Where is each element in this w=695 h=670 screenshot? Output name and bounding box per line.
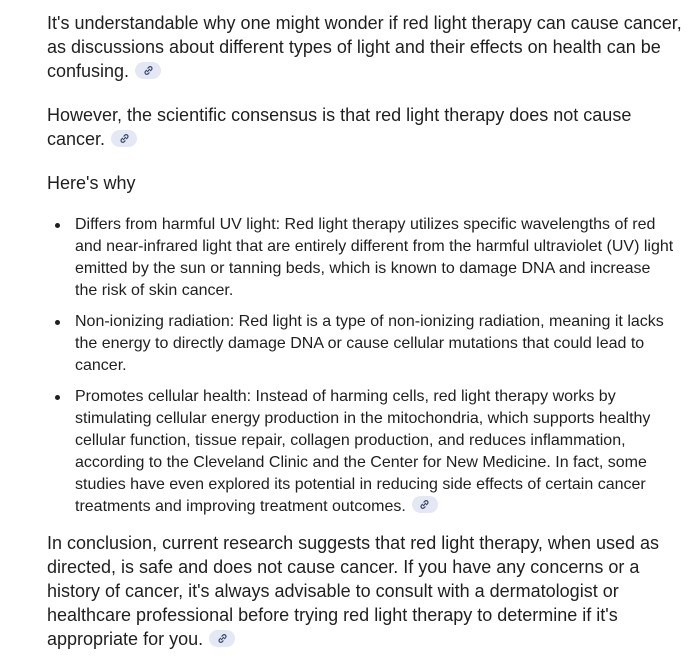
list-item [75,214,687,302]
intro-text: It's understandable why one might wonder if red light therapy can cause cancer, as discussions about different types of light and their effects on health can be confusing. [47,13,682,81]
source-link-button[interactable] [135,62,161,79]
consensus-paragraph [47,103,687,151]
reasons-heading: Here's why [47,173,136,193]
list-item-text: Non-ionizing radiation: Red light is a type of non-ionizing radiation, meaning it lacks the energy to directly damage DNA or cause cellular mutations that could lead to cancer. [75,313,664,374]
reasons-list [47,214,687,518]
source-link-button[interactable] [412,496,438,513]
consensus-text: However, the scientific consensus is that red light therapy does not cause cancer. [47,105,632,149]
list-item [75,386,687,518]
link-icon [217,633,228,644]
conclusion-paragraph [47,531,687,651]
link-icon [119,133,130,144]
list-item [75,311,687,377]
link-icon [143,65,154,76]
intro-paragraph [47,11,687,83]
list-item-text: Promotes cellular health: Instead of harming cells, red light therapy works by stimulating cellular energy production in the mitochondria, which supports healthy cellular function, tissue repair, collagen production, and reduces inflammation, according to the Cleveland Clinic and the Center for New Medicine. In fact, some studies have even explored its potential in reducing side effects of certain cancer treatments and improving treatment outcomes. [75,388,651,515]
list-item-text: Differs from harmful UV light: Red light therapy utilizes specific wavelengths of red and near-infrared light that are entirely different from the harmful ultraviolet (UV) light emitted by the sun or tanning beds, which is known to damage DNA and increase the risk of skin cancer. [75,216,674,299]
source-link-button[interactable] [111,130,137,147]
source-link-button[interactable] [209,630,235,647]
conclusion-text: In conclusion, current research suggests that red light therapy, when used as directed, is safe and does not cause cancer. If you have any concerns or a history of cancer, it's always advisable to consult with a dermatologist or healthcare professional before trying red light therapy to determine if it's appropriate for you. [47,533,660,649]
link-icon [419,499,430,510]
